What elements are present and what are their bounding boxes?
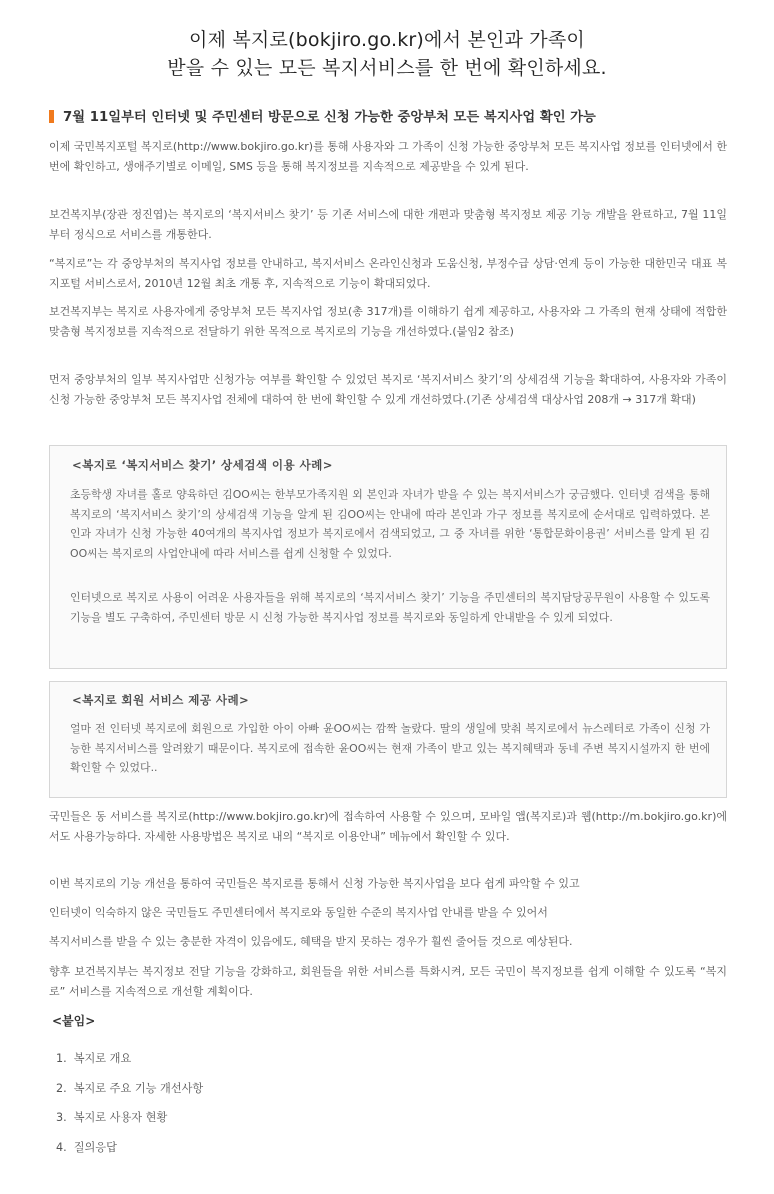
attachment-item	[56, 1139, 117, 1155]
attachment-label: 복지로 개요	[73, 1052, 132, 1065]
paragraph-benefit-1: 이번 복지로의 기능 개선을 통하여 국민들은 복지로를 통해서 신청 가능한 복지사업을 보다 쉽게 파악할 수 있고	[49, 877, 580, 890]
paragraph-intro: 이제 국민복지포털 복지로(http://www.bokjiro.go.kr)를 통해 사용자와 그 가족이 신청 가능한 중앙부처 모든 복지사업 정보를 인터넷에서 한 번에 확인하고, 생애주기별로 이메일, SMS 등을 통해 복지정보를 지속적으로 제공받을 수 있게 된다.	[49, 140, 727, 173]
attachment-item	[56, 1080, 203, 1096]
attachment-number: 1.	[56, 1052, 67, 1065]
case-box-search-title: <복지로 ‘복지서비스 찾기’ 상세검색 이용 사례>	[72, 458, 333, 472]
paragraph-access: 국민들은 동 서비스를 복지로(http://www.bokjiro.go.kr)에 접속하여 사용할 수 있으며, 모바일 앱(복지로)과 웹(http://m.bokjiro.go.kr)에서도 사용가능하다. 자세한 사용방법은 복지로 내의 “복지로 이용안내” 메뉴에서 확인할 수 있다.	[49, 810, 727, 843]
case-box-member-title: <복지로 회원 서비스 제공 사례>	[72, 693, 250, 707]
section-title	[49, 108, 739, 128]
headline-line-1: 이제 복지로(bokjiro.go.kr)에서 본인과 가족이	[189, 29, 585, 51]
case-box-member	[49, 681, 727, 798]
paragraph-plan: 향후 보건복지부는 복지정보 전달 기능을 강화하고, 회원들을 위한 서비스를 특화시켜, 모든 국민이 복지정보를 쉽게 이해할 수 있도록 “복지로” 서비스를 지속적으로 개선할 계획이다.	[49, 965, 727, 998]
attachment-label: 복지로 주요 기능 개선사항	[73, 1082, 204, 1095]
case-box-member-paragraph: 얼마 전 인터넷 복지로에 회원으로 가입한 아이 아빠 윤OO씨는 깜짝 놀랐다. 딸의 생일에 맞춰 복지로에서 뉴스레터로 가족이 신청 가능한 복지서비스를 알려왔기 때문이다. 복지로에 접속한 윤OO씨는 현재 가족이 받고 있는 복지혜택과 동네 주변 복지시설까지 한 번에 확인할 수 있었다..	[70, 722, 710, 775]
section-title-text: 7월 11일부터 인터넷 및 주민센터 방문으로 신청 가능한 중앙부처 모든 복지사업 확인 가능	[63, 110, 596, 125]
attachment-label: 복지로 사용자 현황	[73, 1111, 168, 1124]
headline-line-2: 받을 수 있는 모든 복지서비스를 한 번에 확인하세요.	[167, 57, 607, 79]
paragraph-about-bokjiro: “복지로”는 각 중앙부처의 복지사업 정보를 안내하고, 복지서비스 온라인신청과 도움신청, 부정수급 상담·연계 등이 가능한 대한민국 대표 복지포털 서비스로서, 2010년 12월 최초 개통 후, 지속적으로 기능이 확대되었다.	[49, 257, 727, 290]
paragraph-detail-search: 먼저 중앙부처의 일부 복지사업만 신청가능 여부를 확인할 수 있었던 복지로 ‘복지서비스 찾기’의 상세검색 기능을 확대하여, 사용자와 가족이 신청 가능한 중앙부처 모든 복지사업 전체에 대하여 한 번에 확인할 수 있게 개선하였다.(기존 상세검색 대상사업 208개 → 317개 확대)	[49, 373, 727, 406]
attachment-number: 3.	[56, 1111, 67, 1124]
case-box-search	[49, 445, 727, 669]
paragraph-ministry: 보건복지부(장관 정진엽)는 복지로의 ‘복지서비스 찾기’ 등 기존 서비스에 대한 개편과 맞춤형 복지정보 제공 기능 개발을 완료하고, 7월 11일부터 정식으로 서비스를 개통한다.	[49, 208, 727, 241]
attachment-item	[56, 1109, 167, 1125]
attachments-title: <붙임>	[52, 1014, 96, 1028]
orange-bar-icon	[49, 110, 54, 123]
attachment-label: 질의응답	[73, 1141, 117, 1154]
paragraph-benefit-3: 복지서비스를 받을 수 있는 충분한 자격이 있음에도, 혜택을 받지 못하는 경우가 훨씬 줄어들 것으로 예상된다.	[49, 935, 573, 948]
case-box-search-paragraph: 초등학생 자녀를 홀로 양육하던 김OO씨는 한부모가족지원 외 본인과 자녀가 받을 수 있는 복지서비스가 궁금했다. 인터넷 검색을 통해 복지로의 ‘복지서비스 찾기’의 상세검색 기능을 알게 된 김OO씨는 안내에 따라 본인과 가구 정보를 복지로에 순서대로 입력하였다. 본인과 자녀가 신청 가능한 40여개의 복지사업 정보가 복지로에서 검색되었고, 그 중 자녀를 위한 ‘통합문화이용권’ 서비스를 알게 된 김OO씨는 복지로의 사업안내에 따라 서비스를 쉽게 신청할 수 있었다.	[70, 488, 710, 560]
attachment-item	[56, 1050, 131, 1066]
headline	[0, 26, 774, 82]
attachment-number: 2.	[56, 1082, 67, 1095]
paragraph-improvement: 보건복지부는 복지로 사용자에게 중앙부처 모든 복지사업 정보(총 317개)를 이해하기 쉽게 제공하고, 사용자와 그 가족의 현재 상태에 적합한 맞춤형 복지정보를 지속적으로 전달하기 위한 목적으로 복지로의 기능을 개선하였다.(붙임2 참조)	[49, 305, 727, 338]
case-box-search-paragraph: 인터넷으로 복지로 사용이 어려운 사용자들을 위해 복지로의 ‘복지서비스 찾기’ 기능을 주민센터의 복지담당공무원이 사용할 수 있도록 기능을 별도 구축하여, 주민센터 방문 시 신청 가능한 복지사업 정보를 복지로와 동일하게 안내받을 수 있게 되었다.	[70, 591, 710, 624]
paragraph-benefit-2: 인터넷이 익숙하지 않은 국민들도 주민센터에서 복지로와 동일한 수준의 복지사업 안내를 받을 수 있어서	[49, 906, 548, 919]
attachment-number: 4.	[56, 1141, 67, 1154]
